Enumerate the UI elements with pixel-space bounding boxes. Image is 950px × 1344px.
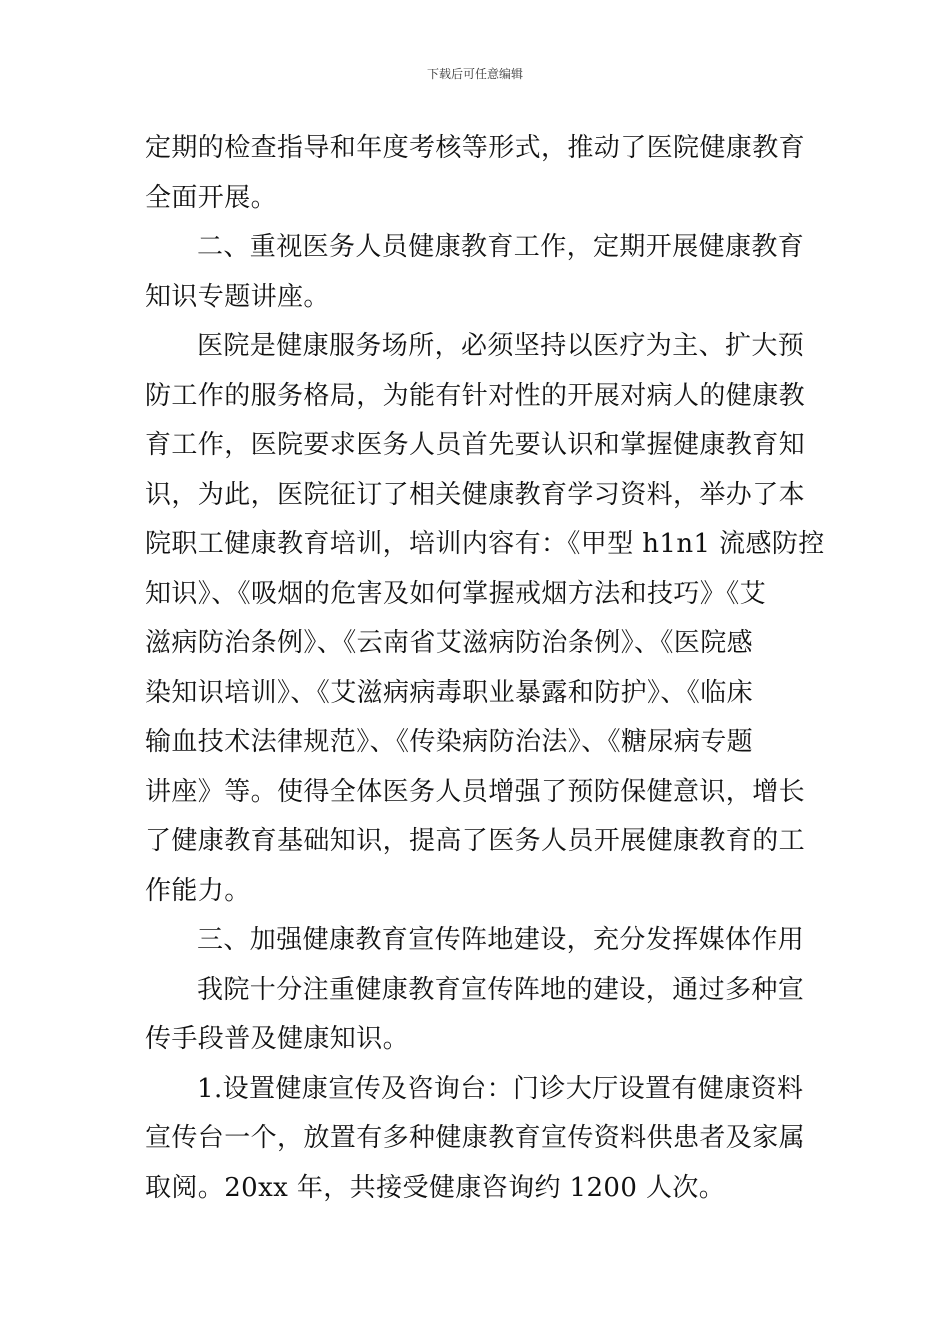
text-line: 医院是健康服务场所，必须坚持以医疗为主、扩大预 [197, 331, 805, 361]
text-line: 滋病防治条例》、《云南省艾滋病防治条例》、《医院感 [145, 628, 754, 658]
text-line: 取阅。20xx 年，共接受健康咨询约 1200 人次。 [145, 1172, 726, 1203]
text-line: 定期的检查指导和年度考核等形式，推动了医院健康教育 [145, 133, 806, 163]
page-header-note: 下载后可任意编辑 [426, 67, 523, 81]
text-line: 知识》、《吸烟的危害及如何掌握戒烟方法和技巧》《艾 [145, 578, 767, 609]
text-line: 三、加强健康教育宣传阵地建设，充分发挥媒体作用 [197, 925, 805, 955]
text-line: 讲座》等。使得全体医务人员增强了预防保健意识，增长 [145, 776, 806, 807]
text-line: 染知识培训》、《艾滋病病毒职业暴露和防护》、《临床 [145, 677, 754, 708]
text-line: 知识专题讲座。 [145, 281, 330, 312]
text-line: 全面开展。 [145, 182, 278, 213]
text-line: 宣传台一个，放置有多种健康教育宣传资料供患者及家属 [145, 1123, 806, 1153]
text-line: 作能力。 [145, 875, 251, 906]
text-line: 了健康教育基础知识，提高了医务人员开展健康教育的工 [145, 826, 806, 856]
text-line: 二、重视医务人员健康教育工作，定期开展健康教育 [197, 232, 805, 262]
text-line: 传手段普及健康知识。 [145, 1024, 410, 1054]
document-body [145, 124, 825, 1213]
text-line: 院职工健康教育培训，培训内容有：《甲型 h1n1 流感防控 [145, 529, 825, 559]
text-line: 输血技术法律规范》、《传染病防治法》、《糖尿病专题 [145, 727, 754, 757]
text-line: 我院十分注重健康教育宣传阵地的建设，通过多种宣 [197, 974, 805, 1005]
text-line: 1.设置健康宣传及咨询台：门诊大厅设置有健康资料 [197, 1073, 804, 1104]
text-line: 防工作的服务格局，为能有针对性的开展对病人的健康教 [145, 380, 806, 411]
text-line: 识，为此，医院征订了相关健康教育学习资料，举办了本 [145, 479, 806, 510]
text-line: 育工作，医院要求医务人员首先要认识和掌握健康教育知 [145, 430, 806, 460]
